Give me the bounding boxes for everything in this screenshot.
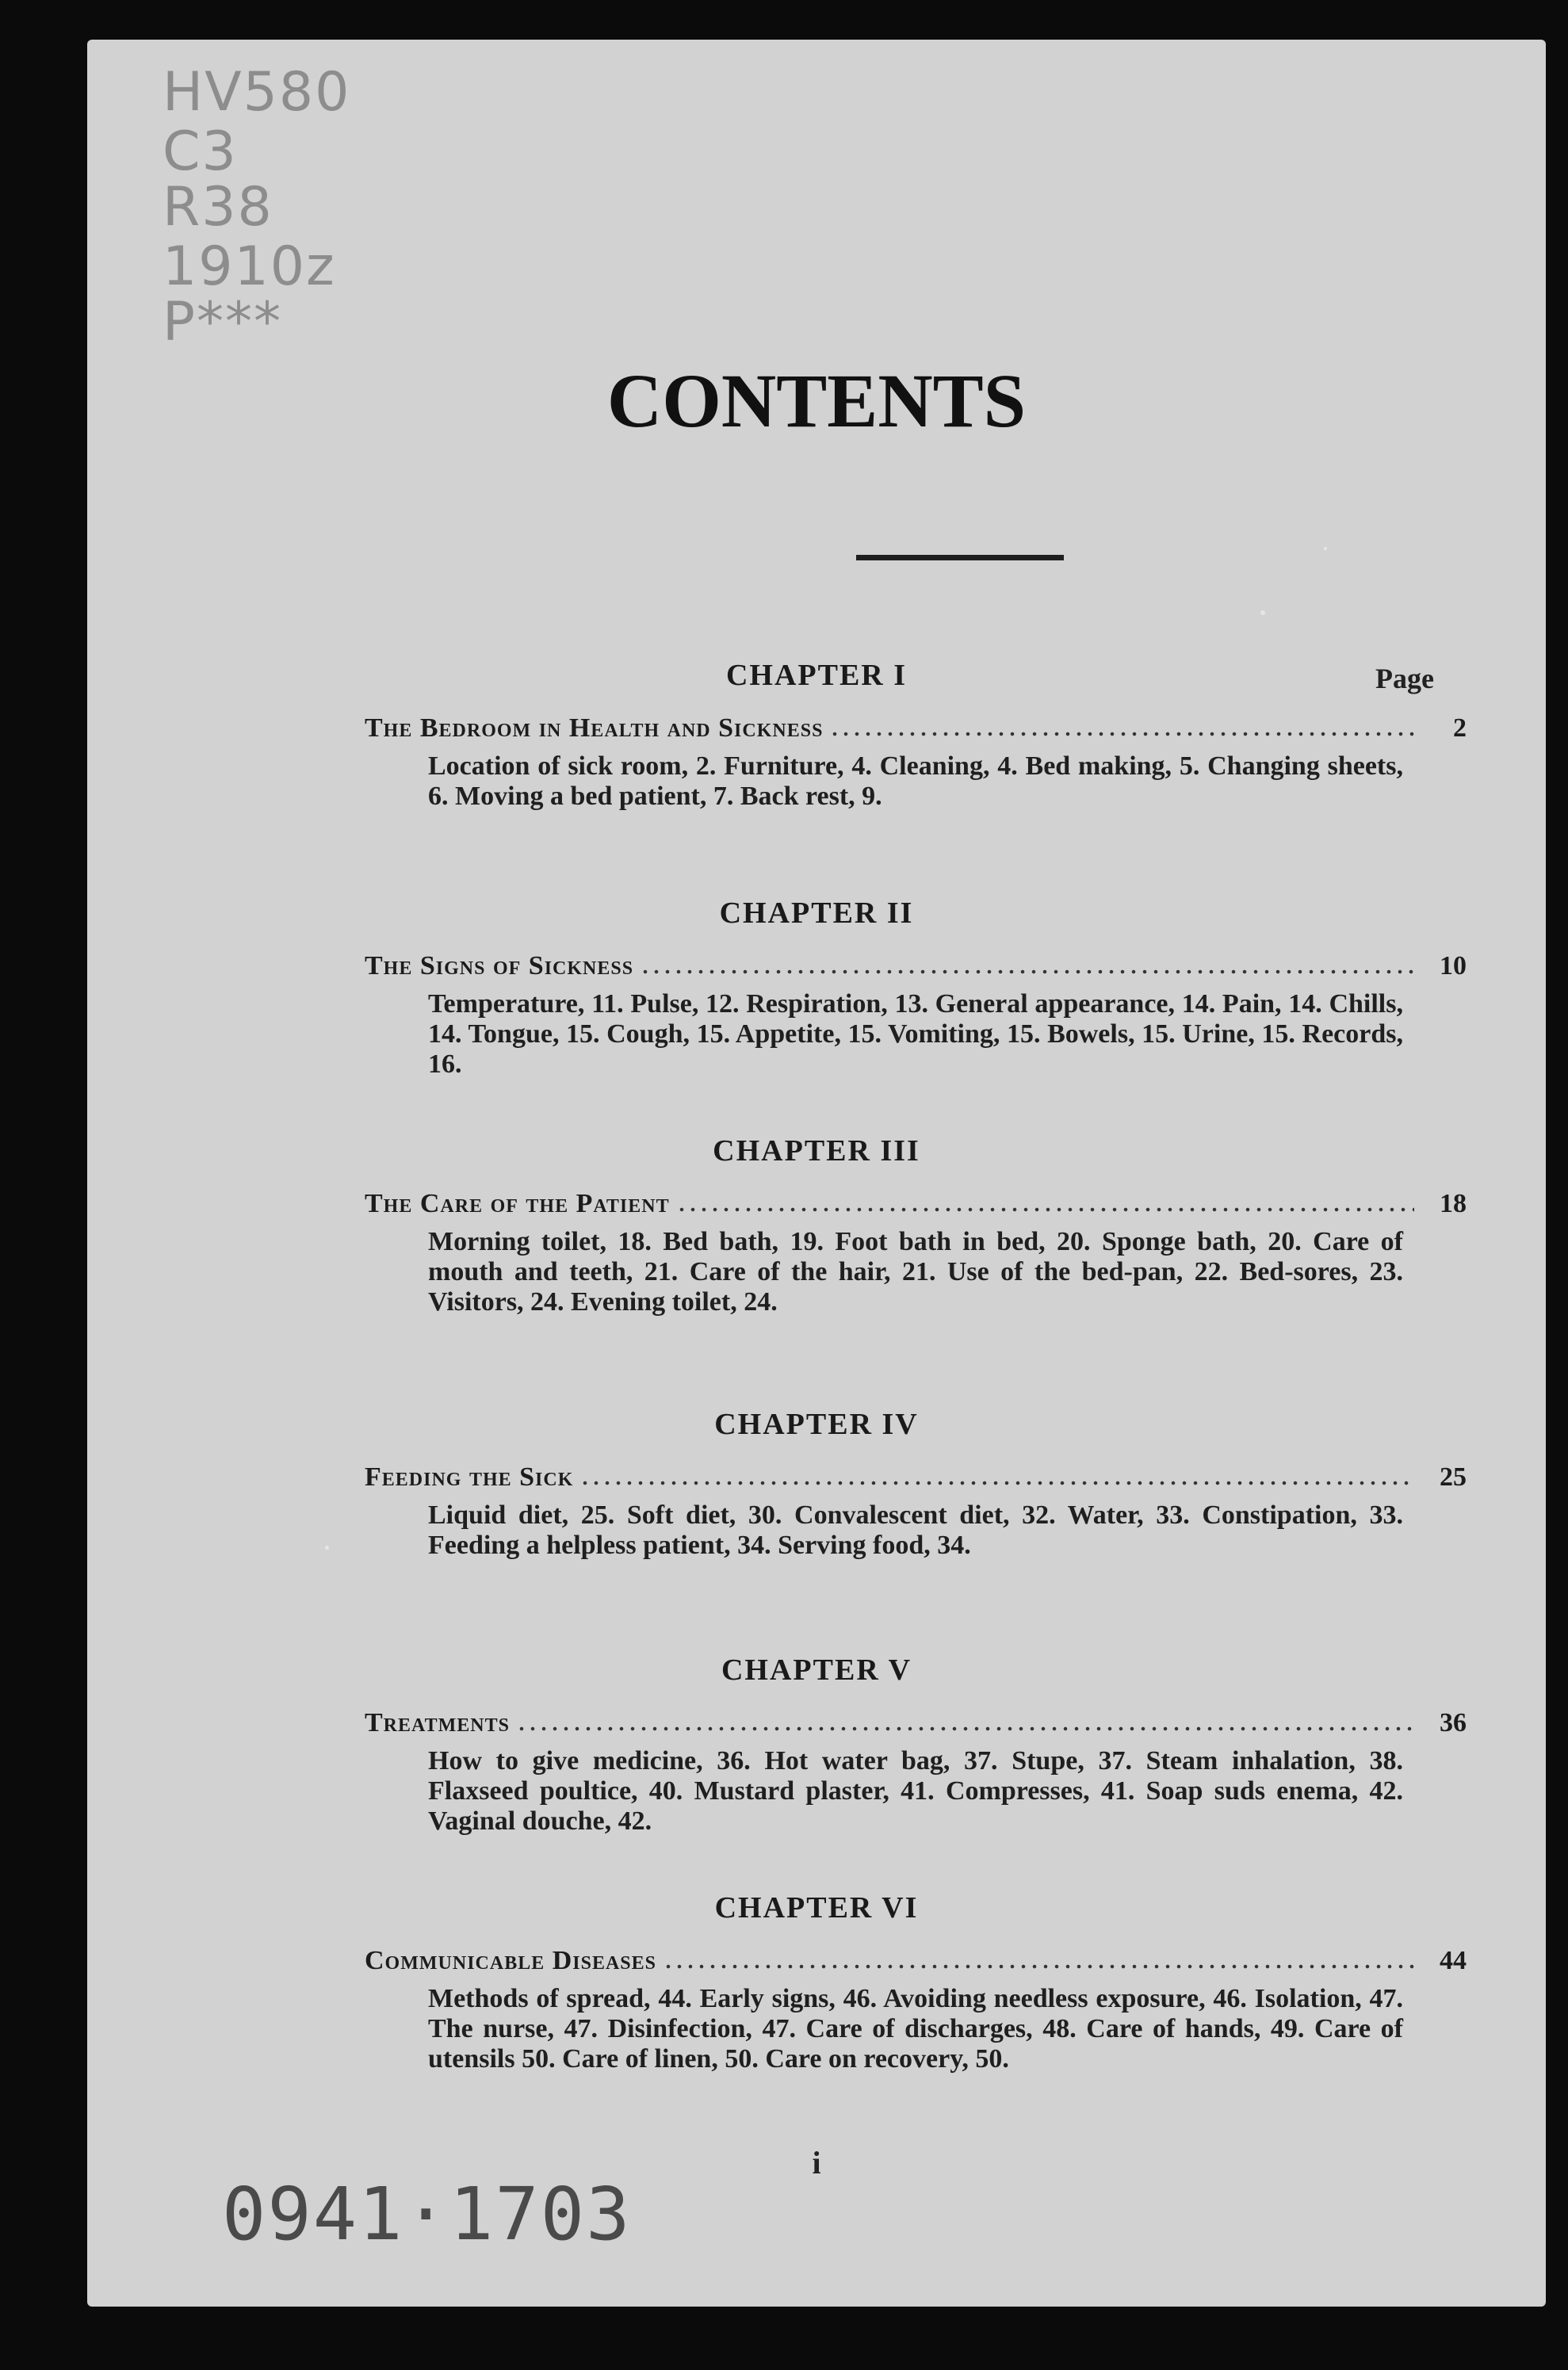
chapter-heading: CHAPTER VI (714, 1891, 919, 1925)
chapter-topics: Morning toilet, 18. Bed bath, 19. Foot bath in bed, 20. Sponge bath, 20. Care of mouth and teeth, 21. Care of the hair, 21. Use of the bed-pan, 22. Bed-sores, 23. Visitors, 24. Evening toilet, 24. (428, 1227, 1403, 1317)
accession-number: 0941·1703 (222, 2172, 632, 2257)
page-column-label: Page (1375, 663, 1434, 694)
page-title: CONTENTS (606, 358, 1027, 443)
toc-entry-title: Communicable Diseases (365, 1946, 657, 1975)
title-rule (856, 555, 1064, 560)
call-number-line: R38 (163, 176, 273, 239)
call-number-line: C3 (163, 120, 238, 183)
toc-entry-page: 25 (1440, 1462, 1467, 1492)
page-folio: i (812, 2145, 821, 2181)
toc-entry[interactable] (365, 1946, 1467, 1981)
paper-speck (325, 1546, 329, 1550)
chapter-heading: CHAPTER II (719, 896, 914, 930)
chapter-topics: Methods of spread, 44. Early signs, 46. Avoiding needless exposure, 46. Isolation, 47. The nurse, 47. Disinfection, 47. Care of discharges, 48. Care of hands, 49. Care of utensils 50. Care of linen, 50. Care on recovery, 50. (428, 1984, 1403, 2074)
toc-entry[interactable] (365, 1462, 1467, 1497)
chapter-heading: CHAPTER V (721, 1653, 912, 1687)
toc-entry[interactable] (365, 1189, 1467, 1224)
call-number-line: HV580 (163, 61, 351, 124)
leader-dots (579, 1481, 1414, 1485)
toc-entry-title: Feeding the Sick (365, 1462, 574, 1492)
toc-entry-title: The Bedroom in Health and Sickness (365, 713, 824, 743)
chapter-heading: CHAPTER I (725, 659, 908, 692)
toc-entry-page: 2 (1453, 713, 1467, 743)
call-number-line: 1910z (163, 235, 336, 298)
leader-dots (663, 1964, 1414, 1969)
leader-dots (829, 732, 1414, 736)
chapter-topics: Temperature, 11. Pulse, 12. Respiration, 13. General appearance, 14. Pain, 14. Chills, 14. Tongue, 15. Cough, 15. Appetite, 15. Vomiting, 15. Bowels, 15. Urine, 15. Records, 16. (428, 989, 1403, 1079)
paper-speck (1260, 610, 1265, 615)
toc-entry[interactable] (365, 951, 1467, 986)
chapter-topics: How to give medicine, 36. Hot water bag, 37. Stupe, 37. Steam inhalation, 38. Flaxseed poultice, 40. Mustard plaster, 41. Compresses, 41. Soap suds enema, 42. Vaginal douche, 42. (428, 1746, 1403, 1836)
paper-speck (1324, 547, 1327, 550)
chapter-topics: Liquid diet, 25. Soft diet, 30. Convalescent diet, 32. Water, 33. Constipation, 33. Feeding a helpless patient, 34. Serving food, 34. (428, 1500, 1403, 1560)
toc-entry-page: 10 (1440, 951, 1467, 980)
chapter-heading: CHAPTER IV (714, 1408, 919, 1441)
toc-entry-page: 44 (1440, 1946, 1467, 1975)
toc-entry-page: 36 (1440, 1708, 1467, 1737)
leader-dots (676, 1207, 1414, 1212)
call-number-line: P*** (163, 291, 283, 354)
toc-entry-title: Treatments (365, 1708, 510, 1737)
toc-entry-title: The Signs of Sickness (365, 951, 634, 980)
chapter-topics: Location of sick room, 2. Furniture, 4. Cleaning, 4. Bed making, 5. Changing sheets, 6. Moving a bed patient, 7. Back rest, 9. (428, 751, 1403, 811)
toc-entry-page: 18 (1440, 1189, 1467, 1218)
chapter-heading: CHAPTER III (713, 1134, 920, 1168)
leader-dots (516, 1726, 1414, 1731)
toc-entry[interactable] (365, 713, 1467, 748)
leader-dots (640, 969, 1414, 974)
document-page (87, 40, 1546, 2307)
toc-entry-title: The Care of the Patient (365, 1189, 670, 1218)
toc-entry[interactable] (365, 1708, 1467, 1743)
